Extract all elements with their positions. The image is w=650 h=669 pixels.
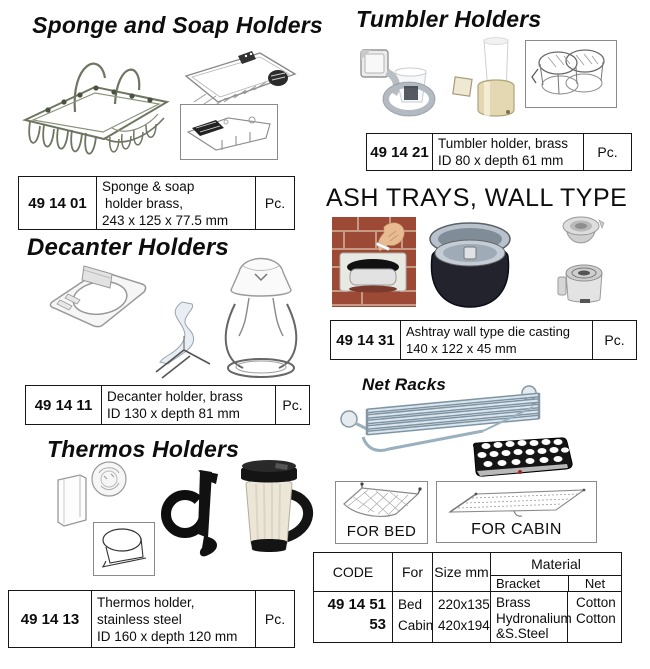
ashtray-table: [330, 320, 637, 360]
tumbler-section-title: Tumbler Holders: [356, 6, 542, 32]
decanter-section-title: Decanter Holders: [27, 234, 229, 261]
decanter-plate-image: [40, 258, 155, 333]
ashtrays-section-title: ASH TRAYS, WALL TYPE: [326, 184, 628, 212]
product-description: Ashtray wall type die casting 140 x 122 x 45 mm: [400, 321, 593, 359]
netracks-table-row: [314, 591, 621, 642]
tumbler-chrome-holder-image: [356, 42, 442, 128]
sponge-tray-image: [168, 46, 298, 108]
unit-label: Pc.: [597, 144, 618, 160]
sponge-basket-image: [18, 40, 176, 180]
tumbler-wire-drawing: [528, 43, 614, 105]
cell-net-material: Cotton Cotton: [567, 592, 621, 642]
section-thermos-holders: [0, 434, 325, 669]
header-material-group: [490, 553, 621, 591]
netracks-table-header: [314, 553, 621, 591]
for-cabin-label: FOR CABIN: [471, 521, 562, 538]
ashtray-small-top-photo: [556, 212, 606, 258]
sponge-section-title: Sponge and Soap Holders: [32, 12, 323, 38]
thermos-clamp-image: [158, 462, 230, 564]
header-bracket: Bracket: [496, 576, 541, 591]
net-for-bed-drawing: [338, 482, 425, 522]
thermos-wall-disc-image: [88, 458, 130, 500]
section-ash-trays: [325, 175, 650, 370]
thermos-table: [8, 590, 295, 648]
product-code: 49 14 13: [20, 610, 80, 628]
decanter-glass-stand-image: [213, 248, 309, 380]
product-description: Decanter holder, brass ID 130 x depth 81 mm: [101, 386, 276, 424]
unit-label: Pc.: [264, 611, 286, 627]
header-net: Net: [568, 576, 621, 591]
ashtray-black-photo: [420, 215, 520, 310]
header-material: Material: [531, 556, 581, 572]
product-description: Tumbler holder, brass ID 80 x depth 61 mm: [432, 134, 584, 170]
product-code: 49 14 21: [370, 143, 429, 161]
product-code: 49 14 01: [28, 194, 87, 212]
header-code: CODE: [332, 564, 374, 580]
unit-label: Pc.: [604, 332, 625, 348]
cell-code: 49 14 51 53: [327, 596, 386, 633]
cell-size: 220x135 420x194: [432, 592, 490, 642]
thermos-section-title: Thermos Holders: [47, 436, 240, 462]
product-description: Thermos holder, stainless steel ID 160 x depth 120 mm: [91, 591, 256, 647]
tumbler-boxed-image: [525, 40, 617, 108]
net-for-cabin-drawing: [442, 482, 592, 520]
product-code: 49 14 31: [336, 331, 395, 349]
net-for-bed-box: [335, 481, 428, 544]
section-tumbler-holders: [325, 0, 650, 175]
ashtray-brick-photo: [332, 217, 416, 307]
sponge-boxed-drawing: [182, 106, 276, 158]
decanter-wire-stand-image: [148, 292, 220, 382]
thermos-ring-drawing: [95, 524, 153, 574]
for-bed-label: FOR BED: [346, 523, 417, 540]
sponge-boxed-image: [180, 104, 278, 160]
product-description: Sponge & soap holder brass, 243 x 125 x 77.5 mm: [96, 177, 256, 229]
unit-label: Pc.: [282, 397, 303, 413]
unit-label: Pc.: [264, 195, 286, 211]
ashtray-small-bottom-photo: [556, 261, 614, 307]
section-net-racks: [300, 370, 650, 669]
section-sponge-holders: [0, 0, 325, 235]
tumbler-white-holder-image: [450, 36, 520, 128]
header-for: For: [392, 553, 432, 591]
netrack-tray-image: [458, 435, 576, 480]
tumbler-table: [366, 133, 632, 171]
product-code: 49 14 11: [34, 396, 93, 414]
cell-for: Bed Cabin: [392, 592, 432, 642]
header-size: Size mm: [432, 553, 490, 591]
sponge-table: [18, 176, 295, 230]
decanter-table: [25, 385, 310, 425]
section-decanter-holders: [0, 232, 325, 427]
cell-bracket-material: Brass Hydronalium &S.Steel: [490, 592, 567, 642]
thermos-boxed-image: [93, 522, 155, 576]
net-for-cabin-box: [436, 481, 597, 543]
netracks-table: [313, 552, 622, 643]
netracks-section-title: Net Racks: [362, 375, 447, 394]
